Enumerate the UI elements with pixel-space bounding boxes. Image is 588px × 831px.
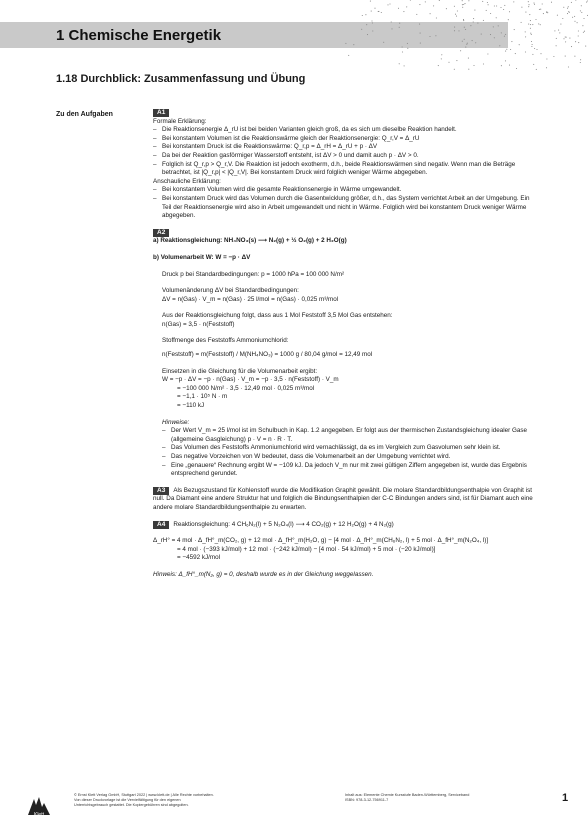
side-label: Zu den Aufgaben: [56, 111, 113, 118]
klett-logo: [26, 795, 52, 817]
a4-hinweis: Hinweis: Δ_fH°_m(N₂, g) = 0, deshalb wurde es in der Gleichung weggelassen.: [153, 570, 374, 578]
task-tag-a4: A4: [153, 521, 169, 529]
a2-b-line: b) Volumenarbeit W: W = −p · ΔV: [153, 253, 251, 261]
a4-calc-line: = 4 mol · (−393 kJ/mol) + 12 mol · (−242 kJ/mol) − [4 mol · 54 kJ/mol) + 5 mol · (−20 kJ/mol)]: [177, 545, 436, 553]
einsetzen-line: = −1,1 · 10⁵ N · m: [177, 393, 228, 401]
anschaulich-list: [153, 186, 533, 220]
list-item: – Bei konstantem Druck ist die Reaktionswärme: Q_r,p = Δ_rH = Δ_rU + p · ΔV: [153, 143, 533, 152]
a4-calc-line: Δ_rH° = 4 mol · Δ_fH°_m(CO₂, g) + 12 mol · Δ_fH°_m(H₂O, g) − [4 mol · Δ_fH°_m(CH₆N₂, l) + 5 mol · Δ_fH°_m(N₂O₄, l)]: [153, 537, 489, 545]
volumen-equation: ΔV = n(Gas) · V_m = n(Gas) · 25 l/mol = n(Gas) · 0,025 m³/mol: [162, 295, 339, 303]
reaktion-heading: Aus der Reaktionsgleichung folgt, dass aus 1 Mol Feststoff 3,5 Mol Gas entstehen:: [162, 312, 393, 320]
chapter-title: 1 Chemische Energetik: [56, 27, 222, 44]
section-title: 1.18 Durchblick: Zusammenfassung und Übung: [56, 73, 306, 85]
task-a1: [153, 109, 533, 221]
footer-line: © Ernst Klett Verlag GmbH, Stuttgart 2022 | www.klett.de | Alle Rechte vorbehalten.: [74, 793, 214, 797]
footer-line: ISBN: 978-3-12-756911-7: [345, 798, 389, 802]
task-tag-a3: A3: [153, 487, 169, 495]
footer-copyright: [74, 793, 304, 808]
list-item: – Eine „genauere“ Rechnung ergibt W = −109 kJ. Da jedoch V_m nur mit zwei gültigen Ziffern angegeben ist, wurde das Ergebnis entsprechend gerundet.: [162, 462, 533, 479]
stoffmenge-heading: Stoffmenge des Feststoffs Ammoniumchlorid:: [162, 337, 289, 345]
einsetzen-heading: Einsetzen in die Gleichung für die Volumenarbeit ergibt:: [162, 367, 318, 375]
task-tag-a2: A2: [153, 229, 169, 237]
footer-line: Unterrichtsgebrauch gestattet. Die Kopiergebühren sind abgegolten.: [74, 803, 189, 807]
einsetzen-line: W = −p · ΔV = −p · n(Gas) · V_m = −p · 3,5 · n(Feststoff) · V_m: [162, 376, 339, 384]
a3-text: Als Bezugszustand für Kohlenstoff wurde die Modifikation Graphit gewählt. Die molare Standardbildungsenthalpie von Graphit ist null. Da Diamant eine andere Struktur hat und folglich die Bindungsenthalpien der C-C Bindungen anders sind, ist für Diamant auch eine andere molare Standardbildungsenthalpie zu erwarten.: [153, 486, 533, 511]
formal-heading: Formale Erklärung:: [153, 117, 207, 125]
einsetzen-line: = −110 kJ: [177, 402, 205, 410]
list-item: – Folglich ist Q_r,p > Q_r,V. Die Reaktion ist jedoch exotherm, d.h., beide Reaktionswärmen sind negativ. Wenn man die Beträge betrachtet, ist |Q_r,p| < |Q_r,V|. Bei konstantem Druck wird folglich weniger Wärme abgegeben.: [153, 161, 533, 178]
list-item: – Die Reaktionsenergie Δ_rU ist bei beiden Varianten gleich groß, da es sich um dieselbe Reaktion handelt.: [153, 126, 533, 135]
list-item: – Das Volumen des Feststoffs Ammoniumchlorid wird vernachlässigt, da es im Vergleich zum Gasvolumen sehr klein ist.: [162, 444, 533, 453]
list-item: – Der Wert V_m = 25 l/mol ist im Schulbuch in Kap. 1.2 angegeben. Er folgt aus der thermischen Zustandsgleichung idealer Gase (allgemeine Gasgleichung) p · V = n · R · T.: [162, 427, 533, 444]
list-item: – Das negative Vorzeichen von W bedeutet, dass die Volumenarbeit an der Umgebung verrichtet wird.: [162, 453, 533, 462]
a4-reaction: Reaktionsgleichung: 4 CH₆N₂(l) + 5 N₂O₄(l) ⟶ 4 CO₂(g) + 12 H₂O(g) + 4 N₂(g): [173, 520, 394, 528]
footer-line: Von dieser Druckvorlage ist die Vervielfältigung für den eigenen: [74, 798, 181, 802]
list-item: – Bei konstantem Volumen ist die Reaktionswärme gleich der Reaktionsenergie: Q_r,V = Δ_rU: [153, 135, 533, 144]
einsetzen-line: = −100 000 N/m² · 3,5 · 12,49 mol · 0,025 m³/mol: [177, 384, 315, 392]
task-a3: [153, 487, 533, 513]
footer-line: Inhalt aus: Elemente Chemie Kursstufe Baden-Württemberg, Serviceband: [345, 793, 470, 797]
svg-text:Klett: Klett: [33, 812, 45, 817]
task-tag-a1: A1: [153, 109, 169, 117]
list-item: – Bei konstantem Volumen wird die gesamte Reaktionsenergie in Wärme umgewandelt.: [153, 186, 533, 195]
content: [153, 109, 533, 580]
formal-list: [153, 126, 533, 178]
a2-a-line: a) Reaktionsgleichung: NH₄NO₃(s) ⟶ N₂(g) + ½ O₂(g) + 2 H₂O(g): [153, 237, 347, 245]
decorative-dot-pattern: [345, 0, 588, 70]
hinweise-list: [153, 427, 533, 479]
list-item: – Bei konstantem Druck wird das Volumen durch die Gasentwicklung größer, d.h., das System verrichtet Arbeit an der Umgebung. Ein Teil der Reaktionsenergie wird also in Arbeit umgewandelt und nicht in Wärme. Folglich wird bei konstantem Druck weniger Wärme abgegeben.: [153, 195, 533, 221]
volumen-heading: Volumenänderung ΔV bei Standardbedingungen:: [162, 287, 299, 295]
stoffmenge-equation: n(Feststoff) = m(Feststoff) / M(NH₄NO₃) = 1000 g / 80,04 g/mol = 12,49 mol: [162, 351, 373, 359]
list-item: – Da bei der Reaktion gasförmiger Wasserstoff entsteht, ist ΔV > 0 und damit auch p · ΔV > 0.: [153, 152, 533, 161]
footer-source: [345, 793, 515, 803]
task-a2: [153, 229, 533, 479]
a4-calc-line: = −4592 kJ/mol: [177, 554, 221, 562]
druck-line: Druck p bei Standardbedingungen: p = 1000 hPa = 100 000 N/m²: [162, 270, 345, 278]
anschaulich-heading: Anschauliche Erklärung:: [153, 177, 221, 185]
hinweise-heading: Hinweise:: [162, 418, 190, 426]
reaktion-equation: n(Gas) = 3,5 · n(Feststoff): [162, 320, 235, 328]
page-number: 1: [562, 792, 569, 804]
task-a4: [153, 521, 533, 580]
